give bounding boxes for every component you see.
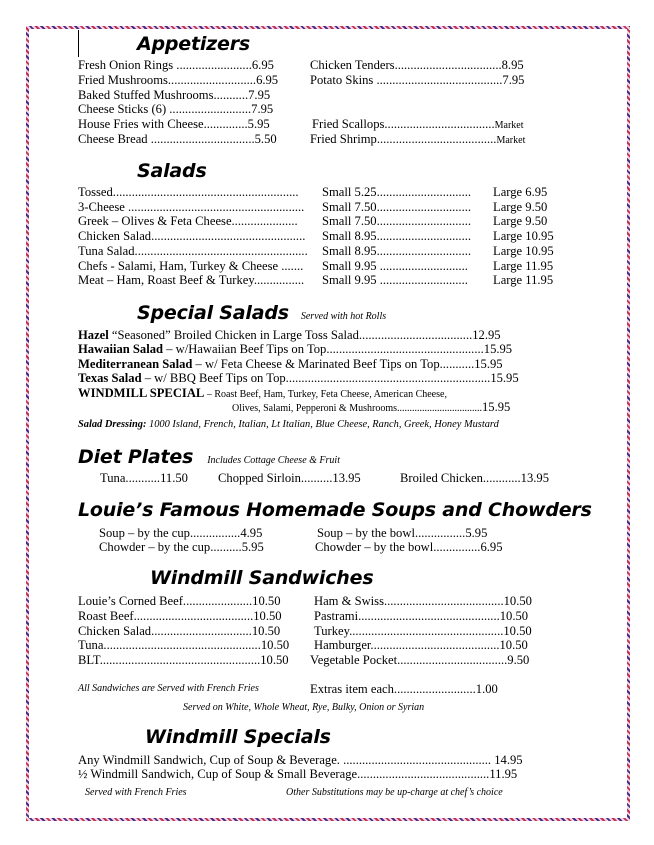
list-item: House Fries with Cheese..............5.95 [78,117,270,131]
table-row [78,259,554,273]
item-desc: “Seasoned” Broiled Chicken in Large Toss Salad....................................12.95 [108,328,501,342]
table-row [78,200,548,214]
list-item: Soup – by the bowl................5.95 [317,526,488,540]
salad-name: Meat – Ham, Roast Beef & Turkey................ [78,273,305,287]
salad-dressing-line [78,418,499,432]
table-row [78,244,554,258]
small-price: Small 8.95.............................. [322,229,472,243]
salad-name: Tuna Salad....................................................... [78,244,308,258]
special-salads-header [137,302,386,324]
list-item: Ham & Swiss......................................10.50 [314,594,532,608]
large-price: Large 11.95 [493,259,554,273]
salad-name: Chefs - Salami, Ham, Turkey & Cheese ....... [78,259,304,273]
list-item: Hamburger.........................................10.50 [314,638,528,652]
list-item: Fried Mushrooms............................6.95 [78,73,279,87]
dressing-list: 1000 Island, French, Italian, Lt Italian, Blue Cheese, Ranch, Greek, Honey Mustard [146,419,499,430]
item-name: Mediterranean Salad [78,357,193,371]
shrimp-label: Fried Shrimp...................................... [310,132,497,146]
list-item: Pastrami.............................................10.50 [314,609,529,623]
soups-heading: Louie’s Famous Homemade Soups and Chowders [78,499,592,521]
appetizers-heading: Appetizers [137,33,251,55]
list-item [78,328,501,342]
specials-heading: Windmill Specials [145,726,331,748]
salad-name: 3-Cheese ........................................................ [78,200,305,214]
item-name: Hazel [78,328,109,342]
list-item [312,117,524,133]
salad-name: Greek – Olives & Feta Cheese..................... [78,214,298,228]
list-item: Tuna..................................................10.50 [78,638,290,652]
dressing-label: Salad Dressing: [78,419,147,430]
list-item: BLT...................................................10.50 [78,653,289,667]
list-item: Baked Stuffed Mushrooms...........7.95 [78,88,271,102]
list-item: Any Windmill Sandwich, Cup of Soup & Beverage. ............................................... 14.95 [78,753,523,767]
list-item: Vegetable Pocket...................................9.50 [310,653,530,667]
diet-plates-note: Includes Cottage Cheese & Fruit [207,455,340,466]
salads-heading: Salads [137,160,207,182]
bread-note: Served on White, Whole Wheat, Rye, Bulky, Onion or Syrian [183,702,425,713]
small-price: Small 9.95 ............................ [322,259,468,273]
substitutions-note: Other Substitutions may be up-charge at chef’s choice [286,787,503,798]
salad-name: Chicken Salad................................................. [78,229,306,243]
small-price: Small 7.50.............................. [322,214,472,228]
list-item: Cheese Sticks (6) ..........................7.95 [78,102,274,116]
list-item: ½ Windmill Sandwich, Cup of Soup & Small Beverage..........................................11.95 [78,767,518,781]
large-price: Large 11.95 [493,273,554,287]
large-price: Large 9.50 [493,214,548,228]
table-row [78,273,554,287]
list-item: Turkey.................................................10.50 [314,624,532,638]
list-item [78,342,512,356]
special-salads-note: Served with hot Rolls [300,311,387,322]
small-price: Small 5.25.............................. [322,185,472,199]
item-desc: – w/ Feta Cheese & Marinated Beef Tips on Top...........15.95 [192,357,503,371]
list-item: Chopped Sirloin..........13.95 [218,471,361,485]
diet-plates-header [78,446,340,468]
list-item: Chicken Salad................................10.50 [78,624,281,638]
table-row [78,214,548,228]
scallops-label: Fried Scallops................................... [312,117,495,131]
list-item: Broiled Chicken............13.95 [400,471,550,485]
item-name: Hawaiian Salad [78,342,164,356]
list-item: Roast Beef......................................10.50 [78,609,282,623]
item-desc: – w/ BBQ Beef Tips on Top.................................................................15.95 [141,371,519,385]
special-salads-heading: Special Salads [137,302,289,324]
item-name: Texas Salad [78,371,142,385]
list-item: Chowder – by the bowl...............6.95 [315,540,503,554]
list-item: Chicken Tenders..................................8.95 [310,58,524,72]
list-item: Soup – by the cup................4.95 [99,526,263,540]
small-price: Small 8.95.............................. [322,244,472,258]
small-price: Small 9.95 ............................ [322,273,468,287]
extras-item: Extras item each..........................1.00 [310,682,498,696]
list-item [78,357,503,371]
sandwiches-heading: Windmill Sandwiches [150,567,374,589]
market-price: Market [496,135,526,146]
item-desc: Olives, Salami, Pepperoni & Mushrooms.................................. [232,403,482,414]
market-price: Market [494,120,524,131]
sandwich-fries-note: All Sandwiches are Served with French Fries [78,683,259,694]
item-desc: – w/Hawaiian Beef Tips on Top..................................................15.95 [163,342,513,356]
list-item: Cheese Bread .................................5.50 [78,132,277,146]
list-item [310,132,525,148]
item-price: 15.95 [482,400,511,414]
item-desc: – Roast Beef, Ham, Turkey, Feta Cheese, American Cheese, [204,389,447,400]
salad-name: Tossed........................................................... [78,185,299,199]
large-price: Large 6.95 [493,185,548,199]
list-item: Chowder – by the cup..........5.95 [99,540,264,554]
large-price: Large 9.50 [493,200,548,214]
large-price: Large 10.95 [493,244,554,258]
diet-plates-heading: Diet Plates [78,446,194,468]
list-item: Fresh Onion Rings ........................6.95 [78,58,274,72]
specials-fries-note: Served with French Fries [85,787,187,798]
list-item: Tuna...........11.50 [100,471,188,485]
list-item [232,400,510,416]
large-price: Large 10.95 [493,229,554,243]
text-cursor [78,30,79,57]
table-row [78,185,548,199]
list-item: Louie’s Corned Beef......................10.50 [78,594,281,608]
list-item [78,371,519,385]
table-row [78,229,554,243]
small-price: Small 7.50.............................. [322,200,472,214]
item-name: WINDMILL SPECIAL [78,386,205,400]
list-item: Potato Skins ........................................7.95 [310,73,525,87]
